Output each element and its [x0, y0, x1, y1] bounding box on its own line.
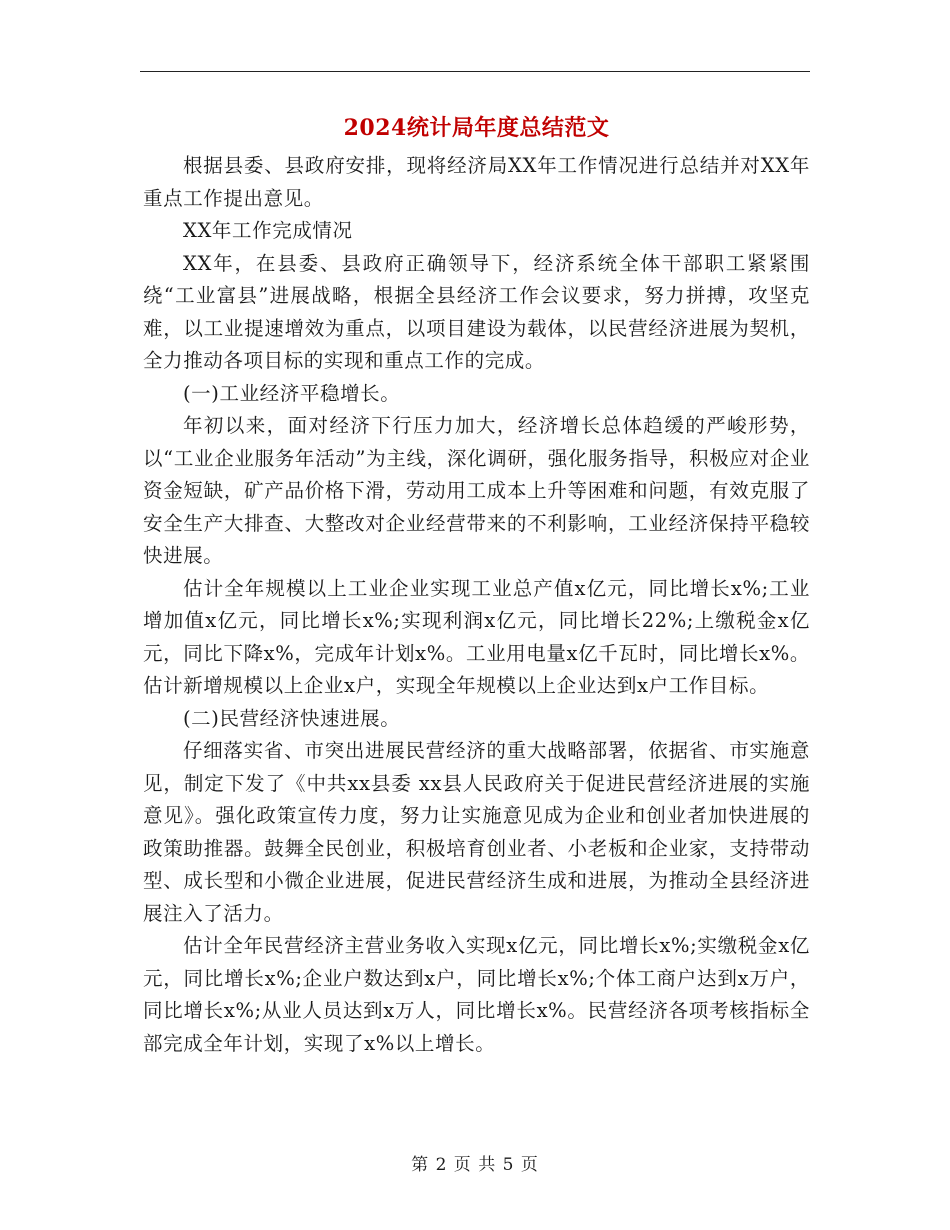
paragraph-private-policy: 仔细落实省、市突出进展民营经济的重大战略部署，依据省、市实施意见，制定下发了《中共xx县委 xx县人民政府关于促进民营经济进展的实施意见》。强化政策宣传力度，努力让实施意见成为企业和创业者加快进展的政策助推器。鼓舞全民创业，积极培育创业者、小老板和企业家，支持带动型、成长型和小微企业进展，促进民营经济生成和进展，为推动全县经济进展注入了活力。: [143, 739, 810, 925]
document-body: [143, 110, 810, 1060]
page-number-footer: 第 2 页 共 5 页: [411, 1155, 539, 1175]
header-rule: [140, 71, 810, 72]
paragraph-industrial-context: 年初以来，面对经济下行压力加大，经济增长总体趋缓的严峻形势，以“工业企业服务年活动”为主线，深化调研，强化服务指导，积极应对企业资金短缺，矿产品价格下滑，劳动用工成本上升等困难和问题，有效克服了安全生产大排查、大整改对企业经营带来的不利影响，工业经济保持平稳较快进展。: [143, 414, 810, 567]
paragraph-overview: XX年，在县委、县政府正确领导下，经济系统全体干部职工紧紧围绕“工业富县”进展战略，根据全县经济工作会议要求，努力拼搏，攻坚克难，以工业提速增效为重点，以项目建设为载体，以民营经济进展为契机，全力推动各项目标的实现和重点工作的完成。: [143, 251, 810, 372]
section-heading-work-status: XX年工作完成情况: [182, 219, 353, 242]
paragraph-intro: 根据县委、县政府安排，现将经济局XX年工作情况进行总结并对XX年重点工作提出意见。: [143, 154, 810, 210]
document-title: 2024统计局年度总结范文: [343, 115, 610, 141]
paragraph-industrial-figures: 估计全年规模以上工业企业实现工业总产值x亿元，同比增长x%;工业增加值x亿元，同比增长x%;实现利润x亿元，同比增长22%;上缴税金x亿元，同比下降x%，完成年计划x%。工业用电量x亿千瓦时，同比增长x%。估计新增规模以上企业x户，实现全年规模以上企业达到x户工作目标。: [143, 576, 810, 697]
section-heading-private: (二)民营经济快速进展。: [182, 706, 401, 730]
paragraph-private-figures: 估计全年民营经济主营业务收入实现x亿元，同比增长x%;实缴税金x亿元，同比增长x%;企业户数达到x户，同比增长x%;个体工商户达到x万户，同比增长x%;从业人员达到x万人，同比增长x%。民营经济各项考核指标全部完成全年计划，实现了x%以上增长。: [143, 934, 810, 1055]
section-heading-industrial: (一)工业经济平稳增长。: [182, 381, 401, 405]
